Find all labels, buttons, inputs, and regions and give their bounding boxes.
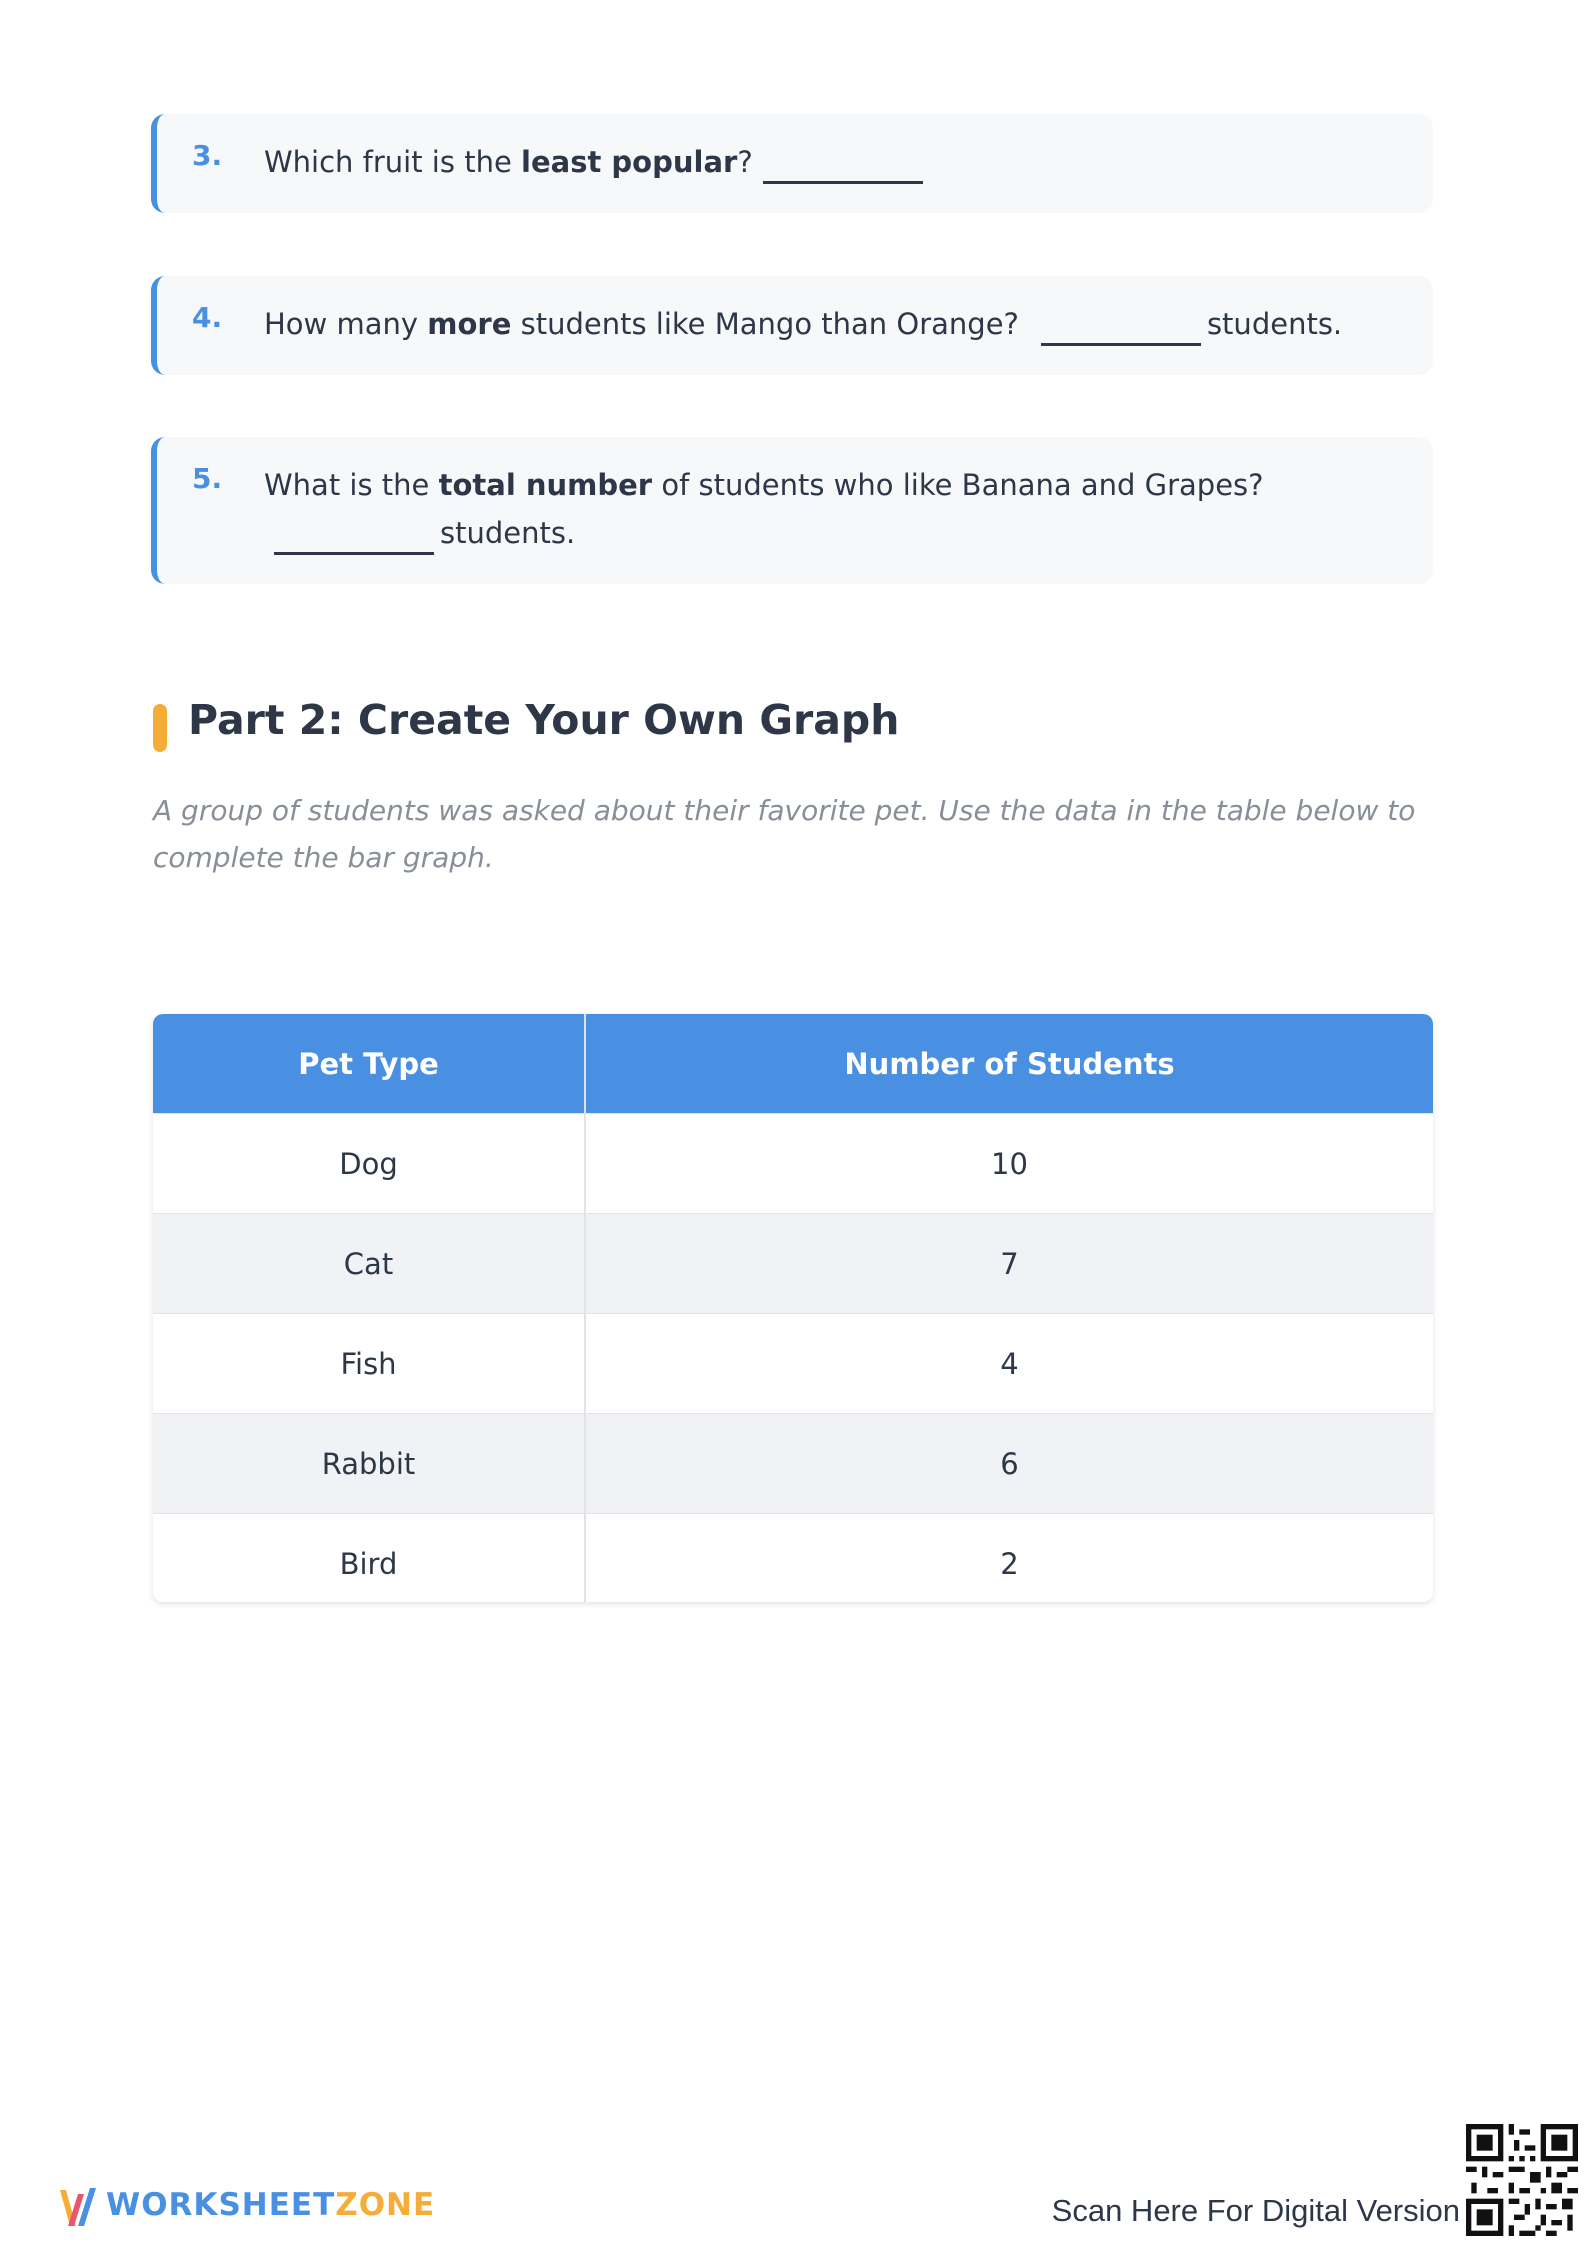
cell-pet: Bird [153,1514,585,1603]
question-card-4 [151,276,1433,375]
question-text: What is the total number of students who like Banana and Grapes? students. [264,461,1393,557]
answer-blank[interactable] [274,518,434,555]
section-title: Part 2: Create Your Own Graph [188,696,900,744]
worksheetzone-logo-icon [58,2180,98,2236]
header-number-of-students: Number of Students [585,1014,1433,1114]
cell-count: 6 [585,1414,1433,1514]
qr-code-icon[interactable] [1466,2124,1578,2236]
table-header-row [153,1014,1433,1114]
cell-count: 4 [585,1314,1433,1414]
scan-instruction: Scan Here For Digital Version [1051,2193,1460,2228]
cell-pet: Rabbit [153,1414,585,1514]
question-number: 4. [192,301,223,334]
header-pet-type: Pet Type [153,1014,585,1114]
section-intro: A group of students was asked about their favorite pet. Use the data in the table below to complete the bar graph. [153,794,1416,874]
cell-count: 10 [585,1114,1433,1214]
cell-count: 7 [585,1214,1433,1314]
table-row [153,1214,1433,1314]
table-row [153,1114,1433,1214]
answer-blank[interactable] [1041,309,1201,346]
cell-pet: Cat [153,1214,585,1314]
cell-pet: Fish [153,1314,585,1414]
table-row [153,1414,1433,1514]
question-number: 5. [192,462,223,495]
question-text: How many more students like Mango than Orange? students. [264,300,1393,348]
section-accent-bar [153,704,167,752]
cell-count: 2 [585,1514,1433,1603]
question-card-5 [151,437,1433,584]
pet-data-table [153,1014,1433,1602]
question-card-3 [151,114,1433,213]
brand-name: WORKSHEETZONE [106,2187,436,2223]
cell-pet: Dog [153,1114,585,1214]
table-row [153,1314,1433,1414]
question-number: 3. [192,139,223,172]
table-row [153,1514,1433,1603]
question-text: Which fruit is the least popular? [264,138,1393,186]
answer-blank[interactable] [763,147,923,184]
